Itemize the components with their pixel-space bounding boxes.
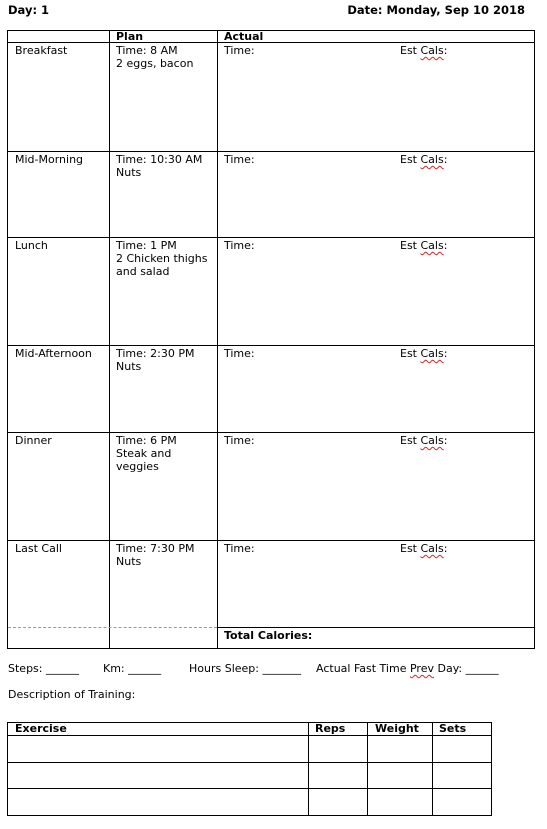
- est-cals-suffix: :: [443, 44, 448, 57]
- exercise-input-cell[interactable]: [433, 736, 491, 762]
- plan-time: Time: 8 AM: [116, 44, 178, 57]
- exercise-header-exercise: Exercise: [15, 722, 67, 735]
- plan-cell: [116, 153, 216, 179]
- est-cals-label: [400, 44, 447, 57]
- day-label: Day: 1: [8, 3, 50, 17]
- est-cals-suffix: :: [443, 153, 448, 166]
- est-cals-prefix: Est: [400, 347, 421, 360]
- est-cals-word: Cals: [420, 542, 444, 555]
- plan-cell: [116, 44, 216, 70]
- actual-time-label: Time:: [224, 347, 255, 360]
- plan-food: veggies: [116, 460, 159, 473]
- row-divider: [7, 237, 535, 238]
- fast-word: Prev: [409, 662, 434, 675]
- exercise-input-cell[interactable]: [368, 736, 432, 762]
- row-divider: [7, 42, 535, 43]
- plan-food: Steak and: [116, 447, 172, 460]
- exercise-input-cell[interactable]: [8, 763, 308, 788]
- training-description-label: Description of Training:: [8, 688, 136, 701]
- actual-time-label: Time:: [224, 434, 255, 447]
- plan-time: Time: 7:30 PM: [116, 542, 195, 555]
- exercise-border-top: [7, 722, 492, 723]
- column-divider: [109, 30, 110, 649]
- est-cals-prefix: Est: [400, 153, 421, 166]
- est-cals-label: [400, 542, 447, 555]
- est-cals-prefix: Est: [400, 44, 421, 57]
- plan-cell: [116, 239, 216, 278]
- plan-time: Time: 6 PM: [116, 434, 177, 447]
- fast-suffix: Day: ______: [433, 662, 499, 675]
- plan-cell: [116, 542, 216, 568]
- table-border-right: [534, 30, 535, 649]
- exercise-input-cell[interactable]: [309, 736, 367, 762]
- actual-column-header: Actual: [224, 30, 264, 43]
- meal-name: Mid-Afternoon: [15, 347, 92, 360]
- plan-food: 2 Chicken thighs: [116, 252, 208, 265]
- meal-name: Breakfast: [15, 44, 68, 57]
- exercise-row-divider: [7, 815, 492, 816]
- meal-name: Dinner: [15, 434, 52, 447]
- exercise-header-weight: Weight: [375, 722, 419, 735]
- hours-sleep-field: Hours Sleep: _______: [189, 662, 301, 675]
- plan-food: Nuts: [116, 166, 142, 179]
- est-cals-word: Cals: [420, 434, 444, 447]
- est-cals-suffix: :: [443, 347, 448, 360]
- fast-prefix: Actual Fast Time: [316, 662, 410, 675]
- est-cals-prefix: Est: [400, 542, 421, 555]
- est-cals-prefix: Est: [400, 434, 421, 447]
- exercise-input-cell[interactable]: [8, 736, 308, 762]
- exercise-header-reps: Reps: [315, 722, 346, 735]
- actual-fast-time-field: [316, 662, 499, 675]
- est-cals-label: [400, 239, 447, 252]
- est-cals-prefix: Est: [400, 239, 421, 252]
- est-cals-label: [400, 434, 447, 447]
- plan-cell: [116, 434, 216, 473]
- plan-cell: [116, 347, 216, 373]
- total-calories-label: Total Calories:: [224, 629, 313, 642]
- est-cals-suffix: :: [443, 434, 448, 447]
- exercise-input-cell[interactable]: [309, 789, 367, 815]
- est-cals-word: Cals: [420, 239, 444, 252]
- row-divider: [7, 151, 535, 152]
- dashed-divider: [8, 627, 217, 628]
- km-field: Km: ______: [103, 662, 162, 675]
- plan-food: 2 eggs, bacon: [116, 57, 194, 70]
- exercise-border-right: [491, 722, 492, 816]
- exercise-input-cell[interactable]: [433, 789, 491, 815]
- plan-time: Time: 2:30 PM: [116, 347, 195, 360]
- actual-time-label: Time:: [224, 542, 255, 555]
- table-border-top: [7, 30, 535, 31]
- exercise-header-sets: Sets: [439, 722, 467, 735]
- meal-name: Mid-Morning: [15, 153, 84, 166]
- row-divider: [7, 345, 535, 346]
- plan-food: Nuts: [116, 555, 142, 568]
- meal-name: Last Call: [15, 542, 62, 555]
- exercise-input-cell[interactable]: [309, 763, 367, 788]
- plan-column-header: Plan: [116, 30, 144, 43]
- est-cals-suffix: :: [443, 239, 448, 252]
- column-divider: [217, 30, 218, 649]
- plan-food: Nuts: [116, 360, 142, 373]
- exercise-input-cell[interactable]: [433, 763, 491, 788]
- date-label: Date: Monday, Sep 10 2018: [347, 3, 525, 17]
- est-cals-word: Cals: [420, 153, 444, 166]
- table-border-left: [7, 30, 8, 649]
- est-cals-label: [400, 347, 447, 360]
- est-cals-label: [400, 153, 447, 166]
- actual-time-label: Time:: [224, 153, 255, 166]
- est-cals-suffix: :: [443, 542, 448, 555]
- est-cals-word: Cals: [420, 44, 444, 57]
- plan-time: Time: 1 PM: [116, 239, 177, 252]
- exercise-input-cell[interactable]: [8, 789, 308, 815]
- actual-time-label: Time:: [224, 44, 255, 57]
- actual-time-label: Time:: [224, 239, 255, 252]
- plan-food: and salad: [116, 265, 170, 278]
- row-divider: [7, 540, 535, 541]
- exercise-input-cell[interactable]: [368, 763, 432, 788]
- est-cals-word: Cals: [420, 347, 444, 360]
- steps-field: Steps: ______: [8, 662, 79, 675]
- meal-name: Lunch: [15, 239, 48, 252]
- row-divider: [7, 648, 535, 649]
- plan-time: Time: 10:30 AM: [116, 153, 203, 166]
- row-divider: [7, 432, 535, 433]
- row-divider: [217, 627, 535, 628]
- exercise-input-cell[interactable]: [368, 789, 432, 815]
